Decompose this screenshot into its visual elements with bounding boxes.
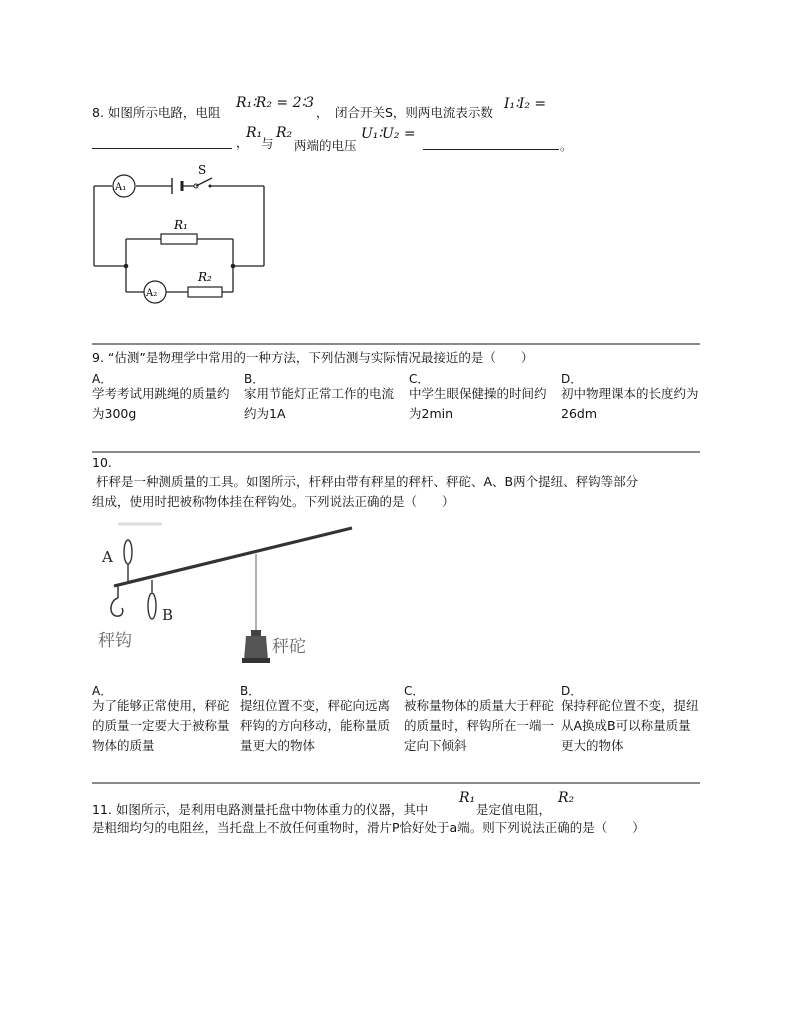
q11-line2: 是粗细均匀的电阻丝，当托盘上不放任何重物时，滑片P恰好处于a端。则下列说法正确的是（ ）: [92, 820, 645, 835]
q10-number: 10.: [92, 455, 112, 470]
divider-q9-q10: [92, 451, 700, 453]
q11-r2-label: R₂: [558, 790, 575, 806]
q10-option-b-letter: B．: [240, 684, 261, 698]
q9-option-c-letter: C．: [409, 372, 430, 386]
q9-option-a-letter: A．: [92, 372, 113, 386]
lift-loop-b-label: B: [162, 606, 174, 624]
q8-yu: 与: [261, 136, 274, 151]
q9-stem: 9. “估测”是物理学中常用的一种方法，下列估测与实际情况最接近的是（ ）: [92, 350, 534, 365]
q10-stem-line1: 杆秤是一种测质量的工具。如图所示，杆秤由带有秤星的秤杆、秤砣、A、B两个提纽、秤钩等部分: [96, 474, 639, 489]
q8-r2-label: R₂: [276, 125, 293, 141]
switch-icon: [194, 178, 212, 188]
q8-current-ratio: I₁∶I₂ =: [504, 96, 547, 112]
ammeter-a1-label: A₁: [115, 182, 127, 193]
resistor-r1: [161, 234, 197, 244]
q8-close-switch-text: 闭合开关S，则两电流表示数: [335, 105, 493, 120]
q10-option-d-letter: D．: [561, 684, 583, 698]
resistor-r2-label: R₂: [198, 270, 212, 284]
q10-option-c-letter: C．: [404, 684, 425, 698]
resistor-r1-label: R₁: [174, 218, 188, 232]
lift-loop-a-label: A: [102, 548, 113, 566]
q11-line1-prefix: 11. 如图所示，是利用电路测量托盘中物体重力的仪器，其中: [92, 802, 429, 817]
q8-line2-comma: ，: [236, 135, 249, 150]
q9-option-d-text[interactable]: 初中物理课本的长度约为26dm: [561, 386, 699, 421]
q8-answer-blank-1[interactable]: [92, 148, 232, 149]
steelyard-figure: [92, 518, 362, 668]
q9-option-a-text[interactable]: 学考考试用跳绳的质量约为300g: [92, 386, 230, 421]
q8-resistance-ratio: R₁∶R₂ = 2∶3: [236, 95, 315, 111]
q10-stem-line2: 组成，使用时把被称物体挂在秤钩处。下列说法正确的是（ ）: [92, 494, 455, 509]
q8-answer-blank-2[interactable]: [423, 149, 559, 150]
weight-label: 秤砣: [272, 637, 306, 657]
divider-q10-q11: [92, 782, 700, 784]
q10-option-a-text[interactable]: 为了能够正常使用，秤砣的质量一定要大于被称量物体的质量: [92, 698, 230, 753]
hook-icon: [111, 585, 123, 616]
q10-option-d-text[interactable]: 保持秤砣位置不变，提纽从A换成B可以称量质量更大的物体: [561, 698, 699, 753]
q10-option-c-text[interactable]: 被称量物体的质量大于秤砣的质量时，秤钩所在一端一定向下倾斜: [404, 698, 555, 753]
q8-line1-prefix: 8. 如图所示电路，电阻: [92, 105, 221, 120]
q8-voltage-ratio: U₁∶U₂ =: [361, 126, 416, 142]
hook-label: 秤钩: [98, 631, 132, 651]
junction-left: [124, 264, 129, 269]
q8-r1-label: R₁: [246, 125, 263, 141]
q8-period: 。: [560, 138, 573, 153]
q9-option-c-text[interactable]: 中学生眼保健操的时间约为2min: [409, 386, 547, 421]
switch-label: S: [198, 163, 207, 177]
q9-option-b-letter: B．: [244, 372, 265, 386]
q8-two-ends-voltage: 两端的电压: [294, 138, 357, 153]
q8-comma: ，: [316, 105, 329, 120]
weight-icon: [242, 630, 270, 663]
q11-r1-label: R₁: [459, 790, 476, 806]
divider-q8-q9: [92, 343, 700, 345]
q9-option-d-letter: D．: [561, 372, 583, 386]
q8-circuit-diagram: [88, 160, 278, 310]
q11-fixed-resistor: 是定值电阻，: [476, 802, 552, 817]
steelyard-beam: [114, 528, 352, 586]
q10-option-a-letter: A．: [92, 684, 113, 698]
resistor-r2: [188, 287, 222, 297]
junction-right: [231, 264, 236, 269]
lift-loop-a-icon: [124, 540, 132, 583]
q9-option-b-text[interactable]: 家用节能灯正常工作的电流约为1A: [244, 386, 395, 421]
q10-option-b-text[interactable]: 提纽位置不变，秤砣向远离秤钩的方向移动，能称量质量更大的物体: [240, 698, 391, 753]
ammeter-a2-label: A₂: [146, 288, 158, 299]
lift-loop-b-icon: [148, 580, 156, 619]
